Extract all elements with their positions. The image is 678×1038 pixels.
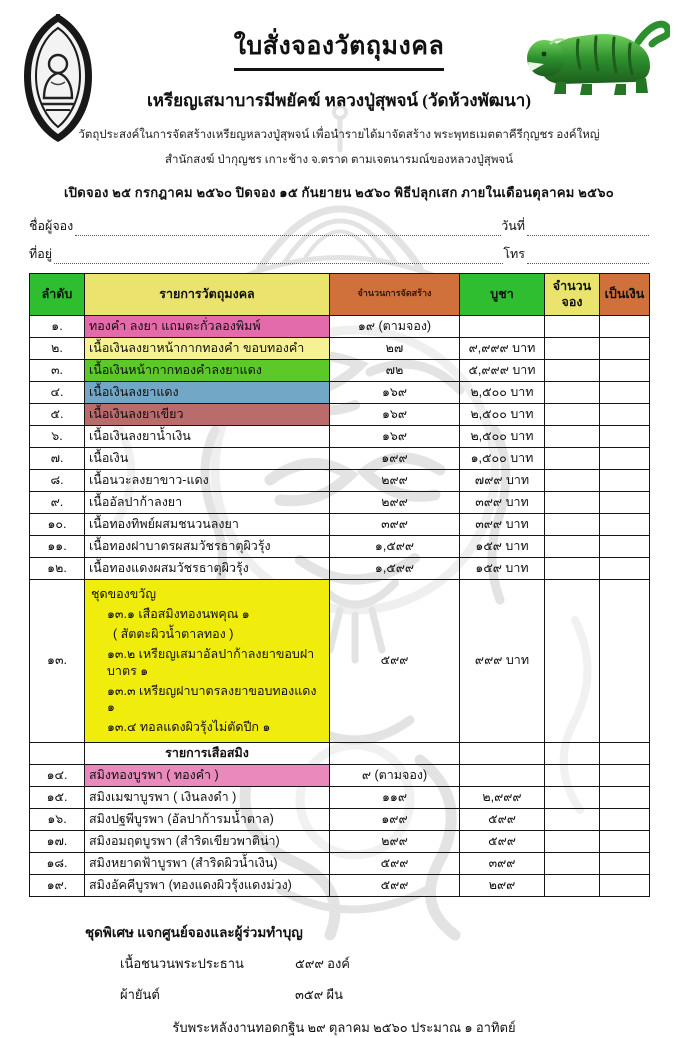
- column-header: รายการวัตถุมงคล: [85, 274, 330, 316]
- row-number: ๑๓.: [30, 579, 85, 742]
- order-qty-cell[interactable]: [545, 808, 600, 830]
- date-label: วันที่: [501, 219, 525, 233]
- price: ๒,๙๙๙: [460, 786, 545, 808]
- table-row: [30, 557, 650, 579]
- made-qty: ๑๖๙: [330, 381, 460, 403]
- row-number: ๑๖.: [30, 808, 85, 830]
- table-row: [30, 491, 650, 513]
- amount-cell[interactable]: [600, 315, 650, 337]
- price: ๙,๙๙๙ บาท: [460, 337, 545, 359]
- special-item-value: ๓๕๙ ผืน: [295, 986, 344, 1002]
- order-qty-cell[interactable]: [545, 513, 600, 535]
- amount-cell[interactable]: [600, 764, 650, 786]
- row-number: [30, 742, 85, 764]
- item-name: เนื้อเงินลงยาแดง: [85, 381, 330, 403]
- special-item: [120, 953, 678, 974]
- item-name: เนื้อเงินลงยาหน้ากากทองคำ ขอบทองคำ: [85, 337, 330, 359]
- doc-subtitle: เหรียญเสมาบารมีพยัคฆ์ หลวงปู่สุพจน์ (วัดห้วงพัฒนา): [147, 91, 531, 110]
- row-number: ๙.: [30, 491, 85, 513]
- item-name: เนื้ออัลปาก้าลงยา: [85, 491, 330, 513]
- row-number: ๑๕.: [30, 786, 85, 808]
- column-header: บูชา: [460, 274, 545, 316]
- address-label: ที่อยู่: [29, 247, 53, 261]
- item-name: สมิงอัคคีบูรพา (ทองแดงผิวรุ้งแดงม่วง): [85, 874, 330, 896]
- order-qty-cell[interactable]: [545, 786, 600, 808]
- table-row: [30, 830, 650, 852]
- item-line: ๑๓.๒ เหรียญเสมาอัลปาก้าลงยาขอบฝาบาตร ๑: [107, 647, 315, 678]
- table-row: [30, 535, 650, 557]
- order-qty-cell[interactable]: [545, 557, 600, 579]
- column-header: จำนวนจอง: [545, 274, 600, 316]
- order-qty-cell[interactable]: [545, 469, 600, 491]
- amount-cell[interactable]: [600, 579, 650, 742]
- made-qty: ๑๙๙: [330, 447, 460, 469]
- table-row: [30, 425, 650, 447]
- special-item-label: ผ้ายันต์: [120, 986, 160, 1002]
- row-number: ๕.: [30, 403, 85, 425]
- item-line: ชุดของขวัญ: [91, 586, 156, 601]
- item-name: สมิงเมฆาบูรพา ( เงินลงดำ ): [85, 786, 330, 808]
- column-header: ลำดับ: [30, 274, 85, 316]
- item-name: เนื้อเงินหน้ากากทองคำลงยาแดง: [85, 359, 330, 381]
- amount-cell[interactable]: [600, 852, 650, 874]
- phone-input[interactable]: [527, 249, 649, 264]
- made-qty: ๑,๕๙๙: [330, 557, 460, 579]
- price: ๕๙๙: [460, 830, 545, 852]
- amount-cell[interactable]: [600, 535, 650, 557]
- amount-cell[interactable]: [600, 830, 650, 852]
- row-number: ๑.: [30, 315, 85, 337]
- empty-cell: [460, 742, 545, 764]
- address-phone-line: [29, 244, 649, 264]
- address-input[interactable]: [54, 249, 503, 264]
- row-number: ๔.: [30, 381, 85, 403]
- special-item: [120, 984, 678, 1005]
- table-row: [30, 764, 650, 786]
- made-qty: ๕๙๙: [330, 852, 460, 874]
- receive-note: รับพระหลังงานทอดกฐิน ๒๙ ตุลาคม ๒๕๖๐ ประมาณ ๑ อาทิตย์: [172, 1019, 516, 1035]
- made-qty: ๑๙ (ตามจอง): [330, 315, 460, 337]
- made-qty: ๒๙๙: [330, 830, 460, 852]
- item-name: สมิงปฐพีบูรพา (อัลปาก้ารมน้ำตาล): [85, 808, 330, 830]
- table-row: [30, 808, 650, 830]
- price: [460, 315, 545, 337]
- price: ๓๙๙: [460, 852, 545, 874]
- item-name: เนื้อทองแดงผสมวัชรธาตุผิวรุ้ง: [85, 557, 330, 579]
- table-row: [30, 403, 650, 425]
- row-number: ๑๑.: [30, 535, 85, 557]
- table-row: [30, 337, 650, 359]
- made-qty: ๒๙๙: [330, 469, 460, 491]
- special-set-title: ชุดพิเศษ แจกศูนย์จองและผู้ร่วมทำบุญ: [85, 924, 303, 940]
- amount-cell[interactable]: [600, 808, 650, 830]
- price: ๒,๕๐๐ บาท: [460, 425, 545, 447]
- column-header: เป็นเงิน: [600, 274, 650, 316]
- table-row: [30, 874, 650, 896]
- item-name: [85, 579, 330, 742]
- made-qty: ๑๖๙: [330, 425, 460, 447]
- row-number: ๓.: [30, 359, 85, 381]
- table-row: [30, 579, 650, 742]
- special-item-value: ๕๙๙ องค์: [295, 955, 350, 971]
- table-row: [30, 381, 650, 403]
- item-name: เนื้อทองฝาบาตรผสมวัชรธาตุผิวรุ้ง: [85, 535, 330, 557]
- order-qty-cell[interactable]: [545, 491, 600, 513]
- made-qty: ๗๒: [330, 359, 460, 381]
- price: ๒๙๙: [460, 874, 545, 896]
- monk-amulet-badge-icon: [18, 12, 98, 144]
- price: ๕,๙๙๙ บาท: [460, 359, 545, 381]
- section-label: รายการเสือสมิง: [85, 742, 330, 764]
- order-qty-cell[interactable]: [545, 874, 600, 896]
- order-table: [29, 273, 650, 897]
- row-number: ๘.: [30, 469, 85, 491]
- name-date-line: [29, 216, 649, 236]
- made-qty: ๓๙๙: [330, 513, 460, 535]
- item-name: เนื้อเงิน: [85, 447, 330, 469]
- order-qty-cell[interactable]: [545, 447, 600, 469]
- amount-cell[interactable]: [600, 557, 650, 579]
- order-qty-cell[interactable]: [545, 425, 600, 447]
- row-number: ๑๒.: [30, 557, 85, 579]
- price: ๕๙๙: [460, 808, 545, 830]
- price: ๒,๕๐๐ บาท: [460, 381, 545, 403]
- row-number: ๑๙.: [30, 874, 85, 896]
- item-name: สมิงอมฤตบูรพา (สำริดเขียวพาติน่า): [85, 830, 330, 852]
- price: ๙๙๙ บาท: [460, 579, 545, 742]
- row-number: ๖.: [30, 425, 85, 447]
- name-label: ชื่อผู้จอง: [29, 219, 74, 233]
- row-number: ๑๐.: [30, 513, 85, 535]
- order-qty-cell[interactable]: [545, 403, 600, 425]
- item-name: เนื้อเงินลงยาน้ำเงิน: [85, 425, 330, 447]
- item-name: สมิงหยาดฟ้าบูรพา (สำริดผิวน้ำเงิน): [85, 852, 330, 874]
- price: ๑๕๙ บาท: [460, 535, 545, 557]
- amount-cell[interactable]: [600, 786, 650, 808]
- made-qty: ๕๙๙: [330, 579, 460, 742]
- order-qty-cell[interactable]: [545, 315, 600, 337]
- price: ๒,๕๐๐ บาท: [460, 403, 545, 425]
- empty-cell: [545, 742, 600, 764]
- table-header-row: [30, 274, 650, 316]
- row-number: ๒.: [30, 337, 85, 359]
- name-input[interactable]: [75, 221, 501, 236]
- row-number: ๑๗.: [30, 830, 85, 852]
- item-name: สมิงทองบูรพา ( ทองคำ ): [85, 764, 330, 786]
- item-name: เนื้อเงินลงยาเขียว: [85, 403, 330, 425]
- column-header: จำนวนการจัดสร้าง: [330, 274, 460, 316]
- price: ๑๕๙ บาท: [460, 557, 545, 579]
- table-row: [30, 359, 650, 381]
- order-qty-cell[interactable]: [545, 852, 600, 874]
- price: ๑,๕๐๐ บาท: [460, 447, 545, 469]
- amount-cell[interactable]: [600, 491, 650, 513]
- table-row: [30, 469, 650, 491]
- order-qty-cell[interactable]: [545, 764, 600, 786]
- purpose-line-2: สำนักสงฆ์ ป่ากุญชร เกาะช้าง จ.ตราด ตามเจตนารมณ์ของหลวงปู่สุพจน์: [164, 154, 514, 166]
- phone-label: โทร: [503, 247, 525, 261]
- page-title: ใบสั่งจองวัตถุมงคล: [234, 26, 445, 71]
- amount-cell[interactable]: [600, 469, 650, 491]
- made-qty: ๙ (ตามจอง): [330, 764, 460, 786]
- order-qty-cell[interactable]: [545, 359, 600, 381]
- date-input[interactable]: [527, 221, 649, 236]
- price: ๓๙๙ บาท: [460, 513, 545, 535]
- order-qty-cell[interactable]: [545, 381, 600, 403]
- amount-cell[interactable]: [600, 403, 650, 425]
- item-name: เนื้อทองทิพย์ผสมชนวนลงยา: [85, 513, 330, 535]
- section-row: [30, 742, 650, 764]
- jade-tiger-figurine-icon: [520, 4, 670, 96]
- amount-cell[interactable]: [600, 874, 650, 896]
- table-row: [30, 786, 650, 808]
- order-qty-cell[interactable]: [545, 337, 600, 359]
- made-qty: ๑๙๙: [330, 808, 460, 830]
- amount-cell[interactable]: [600, 447, 650, 469]
- special-item-label: เนื้อชนวนพระประธาน: [120, 955, 244, 971]
- price: ๗๙๙ บาท: [460, 469, 545, 491]
- booking-schedule: เปิดจอง ๒๕ กรกฎาคม ๒๕๖๐ ปิดจอง ๑๕ กันยายน ๒๕๖๐ พิธีปลุกเสก ภายในเดือนตุลาคม ๒๕๖๐: [63, 185, 615, 200]
- made-qty: ๒๙๙: [330, 491, 460, 513]
- item-line: ๑๓.๓ เหรียญฝาบาตรลงยาขอบทองแดง ๑: [107, 683, 317, 714]
- amount-cell[interactable]: [600, 381, 650, 403]
- item-name: เนื้อนวะลงยาขาว-แดง: [85, 469, 330, 491]
- table-row: [30, 447, 650, 469]
- amount-cell[interactable]: [600, 337, 650, 359]
- empty-cell: [600, 742, 650, 764]
- table-row: [30, 315, 650, 337]
- table-row: [30, 513, 650, 535]
- order-qty-cell[interactable]: [545, 830, 600, 852]
- price: ๓๙๙ บาท: [460, 491, 545, 513]
- made-qty: ๑๑๙: [330, 786, 460, 808]
- item-line: ๑๓.๔ ทอลแดงผิวรุ้งไม่ตัดปีก ๑: [107, 720, 271, 735]
- amount-cell[interactable]: [600, 359, 650, 381]
- amount-cell[interactable]: [600, 513, 650, 535]
- row-number: ๗.: [30, 447, 85, 469]
- row-number: ๑๔.: [30, 764, 85, 786]
- made-qty: ๑๖๙: [330, 403, 460, 425]
- amount-cell[interactable]: [600, 425, 650, 447]
- item-name: ทองคำ ลงยา แถมตะกั่วลองพิมพ์: [85, 315, 330, 337]
- made-qty: ๕๙๙: [330, 874, 460, 896]
- made-qty: ๒๗: [330, 337, 460, 359]
- made-qty: ๑,๕๙๙: [330, 535, 460, 557]
- order-qty-cell[interactable]: [545, 535, 600, 557]
- price: [460, 764, 545, 786]
- row-number: ๑๘.: [30, 852, 85, 874]
- item-line: ๑๓.๑ เสือสมิงทองนพคุณ ๑: [107, 606, 250, 621]
- empty-cell: [330, 742, 460, 764]
- table-row: [30, 852, 650, 874]
- purpose-line-1: วัตถุประสงค์ในการจัดสร้างเหรียญหลวงปู่สุพจน์ เพื่อนำรายได้มาจัดสร้าง พระพุทธเมตตาคีรีกุญชร องค์ใหญ่: [78, 129, 600, 141]
- order-qty-cell[interactable]: [545, 579, 600, 742]
- item-line: ( สัตตะผิวน้ำตาลทอง ): [113, 627, 234, 641]
